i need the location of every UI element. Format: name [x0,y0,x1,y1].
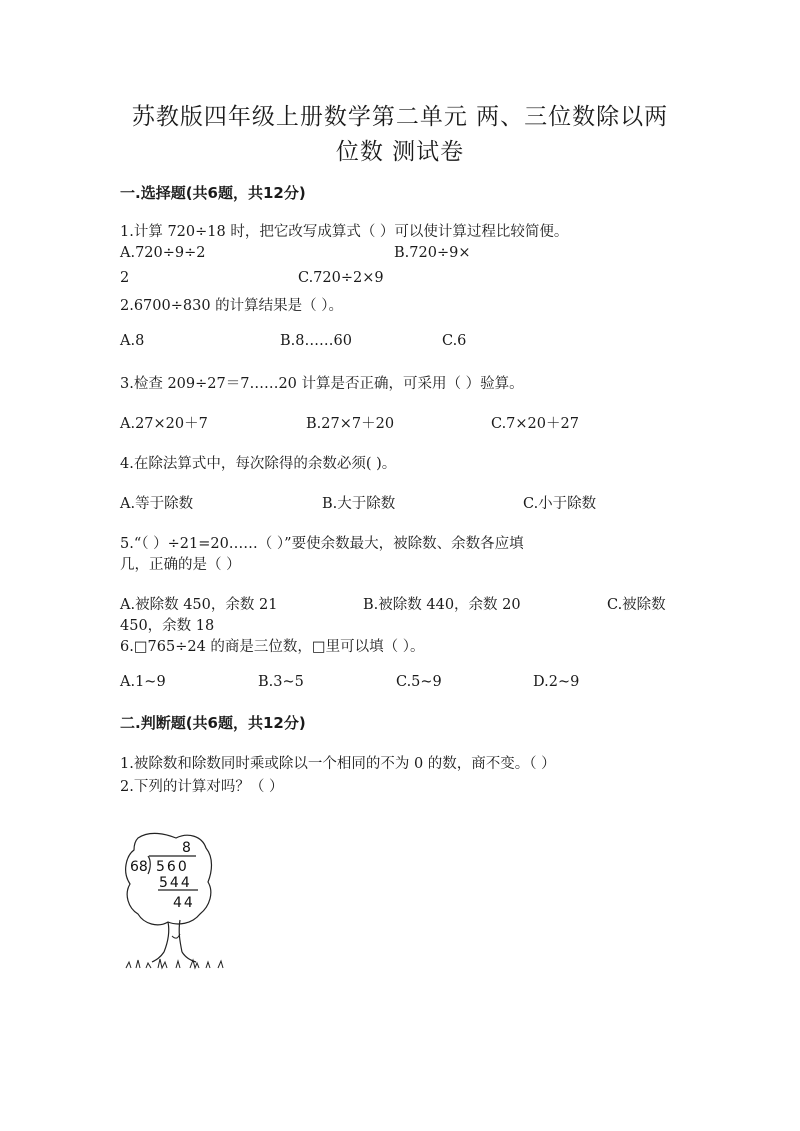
q1-option-c: C.720÷2×9 [298,270,384,286]
q4-option-c: C.小于除数 [523,496,597,512]
q2-option-b: B.8……60 [280,333,352,349]
q1-option-a: A.720÷9÷2 [120,245,206,261]
question-5-text-line1: 5.“（ ）÷21=20……（ ）”要使余数最大，被除数、余数各应填 [120,536,524,552]
q4-option-a: A.等于除数 [120,496,194,512]
q6-option-a: A.1~9 [120,674,166,690]
q2-option-c: C.6 [442,333,467,349]
q5-option-c: C.被除数 [607,597,666,613]
page-title-line2: 位数 测试卷 [335,139,465,165]
product-number: 544 [159,875,192,891]
question-3-text: 3.检查 209÷27＝7……20 计算是否正确，可采用（ ）验算。 [120,376,524,392]
q1-option-b-continued: 2 [120,270,130,286]
divisor-number: 68 [130,859,148,875]
q6-option-c: C.5~9 [396,674,442,690]
q2-option-a: A.8 [120,333,145,349]
q4-option-b: B.大于除数 [322,496,396,512]
question-5-text-line2: 几，正确的是（ ） [120,557,241,573]
section2-heading: 二.判断题(共6题，共12分) [120,714,306,732]
q5-option-a: A.被除数 450，余数 21 [120,597,278,613]
q3-option-c: C.7×20＋27 [491,416,579,432]
q5-option-b: B.被除数 440，余数 20 [363,597,521,613]
question-1-text: 1.计算 720÷18 时，把它改写成算式（ ）可以使计算过程比较简便。 [120,224,569,240]
q6-option-b: B.3~5 [258,674,304,690]
q1-option-b: B.720÷9× [394,245,471,261]
tree-trunk [152,920,196,962]
judge-question-1: 1.被除数和除数同时乘或除以一个相同的不为 0 的数，商不变。（ ） [120,756,556,772]
tree-drawing [118,828,236,980]
question-2-text: 2.6700÷830 的计算结果是（ ）。 [120,298,344,314]
judge-question-2: 2.下列的计算对吗？（ ） [120,779,284,795]
q3-option-a: A.27×20＋7 [120,416,208,432]
division-bracket [148,856,150,874]
q3-option-b: B.27×7＋20 [306,416,395,432]
q5-option-c-continued: 450，余数 18 [120,618,215,634]
question-4-text: 4.在除法算式中，每次除得的余数必须( )。 [120,456,397,472]
page-title-line1: 苏教版四年级上册数学第二单元 两、三位数除以两 [131,104,669,130]
question-6-text: 6.□765÷24 的商是三位数，□里可以填（ ）。 [120,639,425,655]
q6-option-d: D.2~9 [533,674,580,690]
section1-heading: 一.选择题(共6题，共12分) [120,184,306,202]
dividend-number: 560 [156,859,189,875]
remainder-number: 44 [173,895,195,911]
tree-division-figure [118,828,236,980]
quotient-digit: 8 [182,840,191,856]
grass [126,959,223,968]
